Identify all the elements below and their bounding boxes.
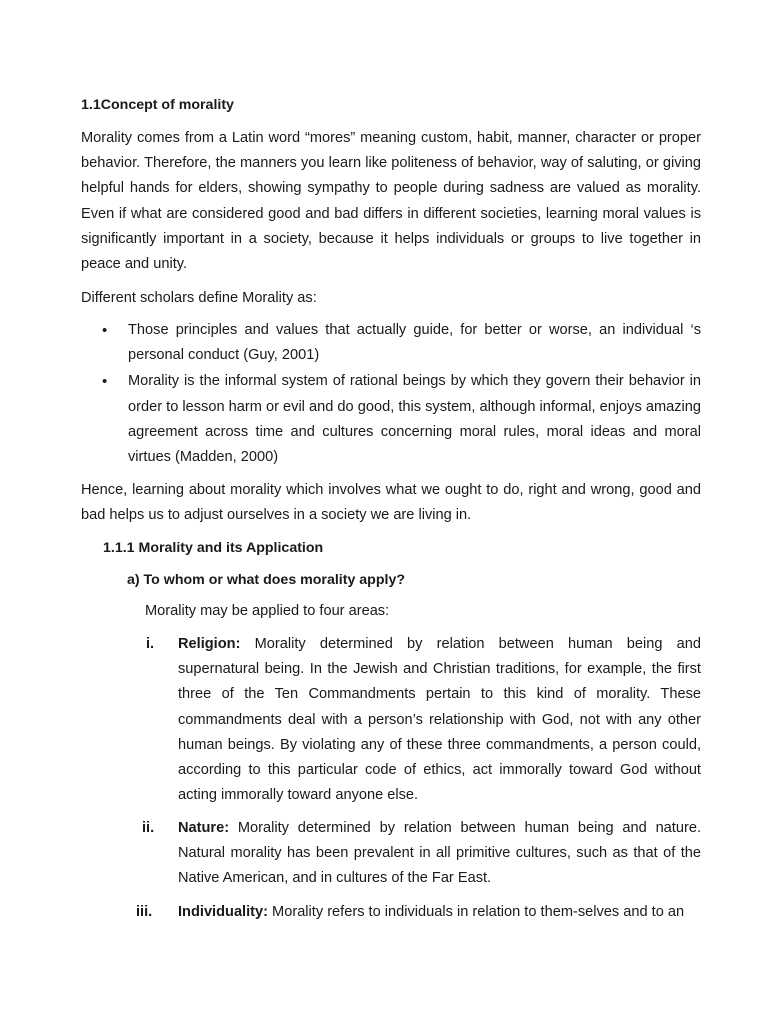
definitions-list: [81, 318, 701, 470]
roman-numeral: iii.: [136, 904, 153, 920]
area-body: [178, 816, 701, 892]
area-text: Morality refers to individuals in relation to them-selves and to an: [268, 904, 685, 920]
area-text: Morality determined by relation between human being and supernatural being. In the Jewish and Christian traditions, for example, the first three of the Ten Commandments pertain to this kind of morality. These commandments deal with a person’s relationship with God, not with any other human beings. By violating any of these three commandments, a person could, according to this particular code of ethics, act immorally toward God without acting immorally toward anyone else.: [178, 636, 701, 804]
area-item-nature: [136, 816, 701, 892]
intro-paragraph: Morality comes from a Latin word “mores” meaning custom, habit, manner, character or proper behavior. Therefore, the manners you learn like politeness of behavior, way of saluting, or giving helpful hands for elders, showing sympathy to people during sadness are valued as morality. Even if what are considered good and bad differs in different societies, learning moral values is significantly important in a society, because it helps individuals or groups to live together in peace and unity.: [81, 130, 701, 273]
conclusion-paragraph: Hence, learning about morality which involves what we ought to do, right and wrong, good and bad helps us to adjust ourselves in a society we are living in.: [81, 482, 701, 524]
section-heading-number: 1.1: [81, 97, 101, 113]
area-item-individuality: [136, 900, 701, 925]
section-heading-title: Concept of morality: [100, 97, 234, 113]
definitions-lead: Different scholars define Morality as:: [81, 290, 317, 306]
area-term: Nature:: [178, 820, 230, 836]
areas-lead: Morality may be applied to four areas:: [145, 603, 390, 619]
area-item-religion: [136, 632, 701, 808]
list-item: [81, 369, 701, 470]
area-body: [178, 900, 701, 925]
bullet-text: Those principles and values that actually guide, for better or worse, an individual ‘s personal conduct (Guy, 2001): [128, 322, 701, 364]
subsection-heading: 1.1.1 Morality and its Application: [103, 540, 324, 556]
bullet-icon: •: [102, 322, 108, 339]
bullet-icon: •: [102, 373, 108, 391]
area-term: Individuality:: [178, 904, 268, 920]
list-item: [81, 318, 701, 368]
section-heading: [81, 97, 234, 113]
area-text: Morality determined by relation between human being and nature. Natural morality has been prevalent in all primitive cultures, such as that of the Native American, and in cultures of the Far East.: [178, 820, 701, 887]
area-term: Religion:: [178, 636, 241, 652]
roman-numeral: ii.: [142, 820, 155, 836]
roman-numeral: i.: [146, 636, 155, 652]
question-heading: a) To whom or what does morality apply?: [127, 572, 405, 588]
bullet-text: Morality is the informal system of rational beings by which they govern their behavior in order to lesson harm or evil and do good, this system, although informal, enjoys amazing agreement across time and cultures concerning moral rules, moral ideas and moral virtues (Madden, 2000): [128, 373, 701, 466]
area-body: [178, 632, 701, 808]
